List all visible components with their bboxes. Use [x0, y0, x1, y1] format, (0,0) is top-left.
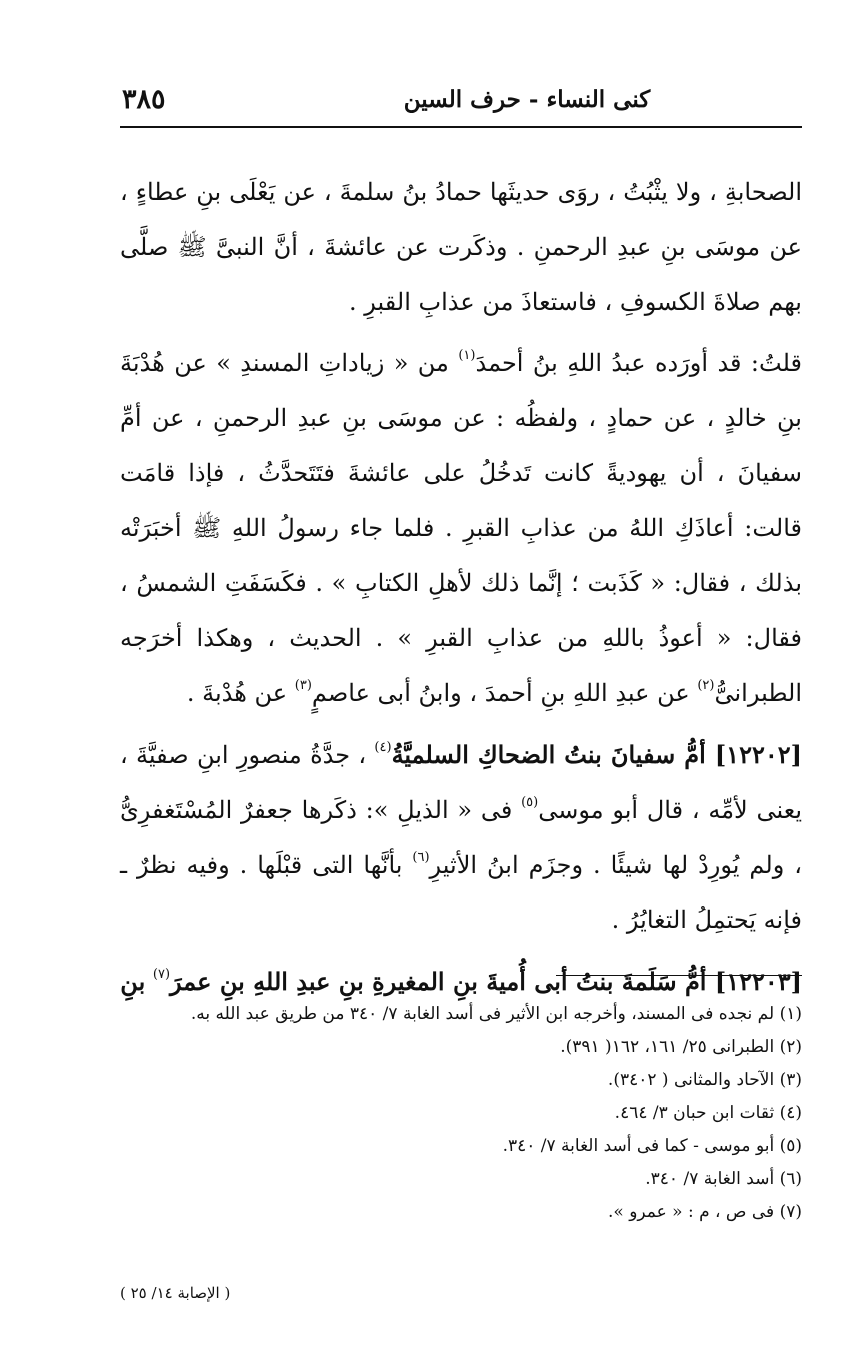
footnote-7: (٧) فى ص ، م : « عمرو ». [608, 1202, 802, 1222]
paragraph-2-part-b: من « زياداتِ المسندِ » عن هُدْبَةَ بنِ خالدٍ ، عن حمادٍ ، ولفظُه : عن موسَى بنِ عبدِ الرحمنِ ، عن أمِّ سفيانَ ، أن يهوديةً كانت تَدخُلُ على عائشةَ فتَتَحدَّثُ ، فإذا قامَت قالت: أعاذَكِ اللهُ من عذابِ القبرِ . فلما جاء رسولُ اللهِ ﷺ أخبَرَتْه بذلك ، فقال: « كَذَبت ؛ إنَّما ذلك لأهلِ الكتابِ » . فكَسَفَتِ الشمسُ ، فقال: « أعوذُ باللهِ من عذابِ القبرِ » . الحديث ، وهكذا أخرَجه الطبرانىُّ [120, 349, 802, 707]
page-number: ٣٨٥ [122, 84, 166, 115]
entry-heading-12202: [١٢٢٠٢] أمُّ سفيانَ بنتُ الضحاكِ السلميَّةُ [391, 740, 802, 769]
entry-12203-continuation: بنِ [120, 967, 146, 996]
footnote-3: (٣) الآحاد والمثانى ( ٣٤٠٢). [607, 1070, 802, 1090]
footnote-ref-2: (٢) [697, 678, 715, 693]
printer-signature: ( الإصابة ١٤/ ٢٥ ) [120, 1284, 231, 1302]
paragraph-2 [120, 336, 802, 721]
paragraph-2-part-a: قلتُ: قد أورَده عبدُ اللهِ بنُ أحمدَ [475, 349, 802, 377]
footnote-1: (١) لم نجده فى المسند، وأخرجه ابن الأثير فى أسد الغابة ٧/ ٣٤٠ من طريق عبد الله به. [190, 1004, 802, 1024]
footnote-ref-1: (١) [458, 348, 476, 363]
footnote-ref-3: (٣) [294, 678, 312, 693]
footnote-4: (٤) ثقات ابن حبان ٣/ ٤٦٤. [614, 1103, 802, 1123]
footnote-ref-7: (٧) [152, 967, 171, 982]
footnotes [120, 998, 802, 1229]
footnote-ref-4: (٤) [374, 740, 392, 755]
entry-12202 [120, 727, 802, 948]
page-header [120, 80, 802, 128]
body-text [120, 165, 802, 1010]
paragraph-1: الصحابةِ ، ولا يثْبُتُ ، روَى حديثَها حمادُ بنُ سلمةَ ، عن يَعْلَى بنِ عطاءٍ ، عن موسَى بنِ عبدِ الرحمنِ . وذكَرت عن عائشةَ ، أنَّ النبىَّ ﷺ صلَّى بهم صلاةَ الكسوفِ ، فاستعاذَ من عذابِ القبرِ . [120, 178, 802, 316]
running-title: كنى النساء - حرف السين [403, 86, 651, 113]
footnote-separator [556, 975, 802, 976]
paragraph-2-part-d: عن هُدْبةَ . [186, 679, 288, 707]
paragraph-2-part-c: عن عبدِ اللهِ بنِ أحمدَ ، وابنُ أبى عاصمٍ [311, 679, 690, 707]
footnote-5: (٥) أبو موسى - كما فى أسد الغابة ٧/ ٣٤٠. [502, 1136, 802, 1156]
footnote-2: (٢) الطبرانى ٢٥/ ١٦١، ١٦٢( ٣٩١). [560, 1037, 802, 1057]
entry-12202-part-c: بأنَّها التى قبْلَها . وفيه نظرٌ ـ فإنه يَحتمِلُ التغايُرُ . [120, 851, 802, 934]
entry-12202-part-b: فى « الذيلِ »: ذكَرها جعفرٌ المُسْتَغفرِىُّ ، ولم يُورِدْ لها شيئًا . وجزَم ابنُ الأثيرِ [120, 796, 802, 879]
footnote-6: (٦) أسد الغابة ٧/ ٣٤٠. [645, 1169, 802, 1189]
footnote-ref-6: (٦) [412, 850, 430, 865]
entry-heading-12203: [١٢٢٠٣] أمُّ سَلَمةَ بنتُ أبى أُميةَ بنِ المغيرةِ بنِ عبدِ اللهِ بنِ عمرَ [170, 967, 802, 996]
footnote-ref-5: (٥) [521, 795, 539, 810]
entry-12202-part-a: ، جدَّةُ منصورِ ابنِ صفيَّةَ ، يعنى لأمِّه ، قال أبو موسى [120, 741, 802, 824]
